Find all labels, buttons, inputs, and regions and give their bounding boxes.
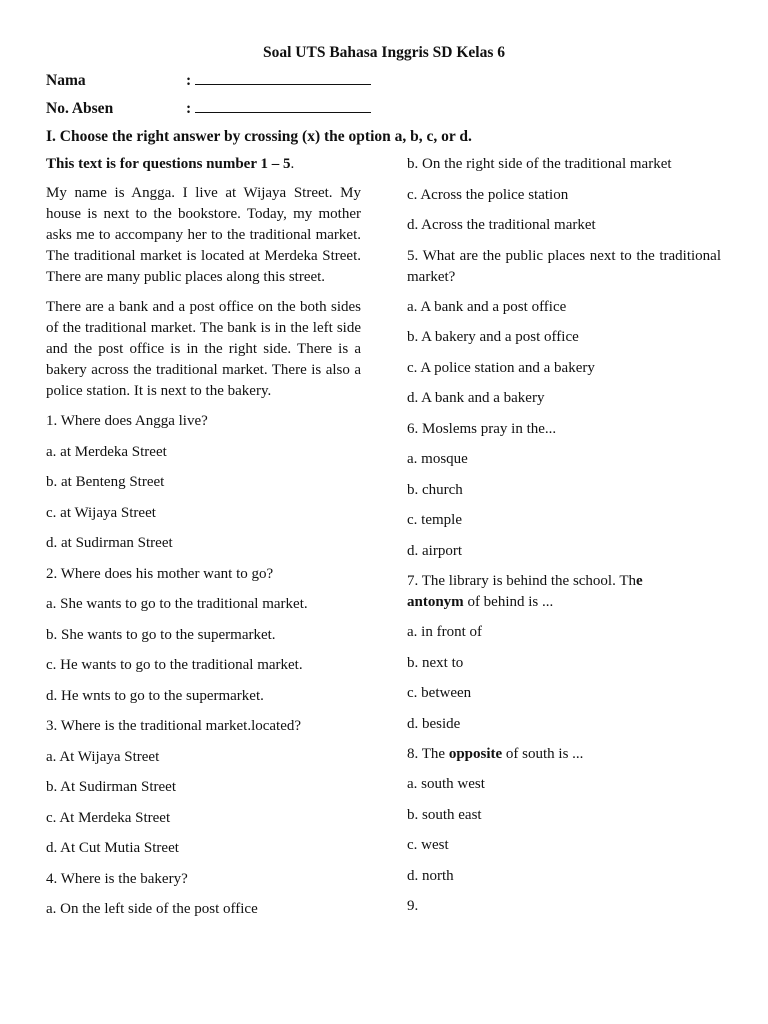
absen-separator: :: [186, 100, 192, 117]
option-line: a. in front of: [407, 624, 482, 640]
question-line: 2. Where does his mother want to go?: [46, 565, 274, 582]
name-separator: :: [186, 72, 192, 89]
question-line: b. At Sudirman Street: [46, 779, 176, 795]
question-8: [407, 744, 721, 765]
text-intro-bold: This text is for questions number 1 – 5: [46, 156, 291, 172]
reading-paragraph-2: There are a bank and a post office on the both sides of the traditional market. The bank is in the left side and the post office is in the right side. There is a bakery across the traditional market. There is also a police station. It is next to the bakery.: [46, 299, 361, 399]
option-line: a. mosque: [407, 451, 468, 467]
question-line: a. At Wijaya Street: [46, 748, 160, 765]
q7-post: of behind is ...: [463, 594, 554, 610]
left-column: [46, 154, 361, 930]
name-label: Nama: [46, 72, 86, 89]
right-list-4: [407, 774, 721, 917]
option-line: d. beside: [407, 715, 461, 732]
right-list-1: [407, 154, 721, 236]
question-5: 5. What are the public places next to the traditional market?: [407, 247, 721, 285]
option-line: d. Across the traditional market: [407, 217, 596, 233]
question-line: a. She wants to go to the traditional market.: [46, 596, 308, 612]
option-line: c. A police station and a bakery: [407, 359, 595, 376]
instruction: I. Choose the right answer by crossing (x) the option a, b, c, or d.: [46, 128, 472, 145]
absen-field[interactable]: [46, 100, 371, 118]
question-line: d. at Sudirman Street: [46, 535, 173, 551]
name-blank-line[interactable]: [195, 72, 371, 85]
name-field[interactable]: [46, 72, 371, 90]
option-line: c. between: [407, 685, 472, 701]
option-line: d. north: [407, 867, 454, 884]
q8-post: of south is ...: [502, 746, 584, 762]
option-line: b. south east: [407, 806, 482, 823]
right-column: [407, 154, 721, 927]
option-line: c. Across the police station: [407, 186, 569, 203]
question-line: a. On the left side of the post office: [46, 901, 258, 917]
q7-pre: 7. The library is behind the school. Th: [407, 573, 636, 589]
option-line: a. south west: [407, 776, 485, 792]
option-line: b. A bakery and a post office: [407, 329, 579, 345]
question-line: b. at Benteng Street: [46, 474, 165, 490]
question-line: c. He wants to go to the traditional market.: [46, 657, 303, 673]
absen-label: No. Absen: [46, 100, 114, 117]
question-line: 3. Where is the traditional market.located?: [46, 718, 302, 734]
question-line: c. at Wijaya Street: [46, 504, 156, 521]
absen-blank-line[interactable]: [195, 100, 371, 113]
option-line: 9.: [407, 898, 419, 914]
question-line: 4. Where is the bakery?: [46, 870, 188, 887]
q8-bold: opposite: [448, 746, 503, 762]
right-list-2: [407, 297, 721, 562]
left-question-list: [46, 411, 361, 920]
question-line: b. She wants to go to the supermarket.: [46, 626, 276, 643]
option-line: a. A bank and a post office: [407, 298, 567, 315]
option-line: b. church: [407, 481, 463, 498]
q7-pre-bold: e: [636, 573, 643, 589]
option-line: c. west: [407, 837, 449, 853]
question-line: d. He wnts to go to the supermarket.: [46, 687, 264, 704]
q7-bold: antonym: [407, 594, 464, 610]
reading-paragraph-1: My name is Angga. I live at Wijaya Street. My house is next to the bookstore. Today, my mother asks me to accompany her to the traditional market. The traditional market is located at Merdeka Street. There are many public places along this street.: [46, 185, 361, 285]
question-7: [407, 571, 721, 613]
q8-pre: 8. The: [407, 746, 449, 762]
text-intro: [46, 154, 361, 175]
page-title: Soal UTS Bahasa Inggris SD Kelas 6: [262, 44, 506, 61]
option-line: c. temple: [407, 512, 462, 528]
question-line: d. At Cut Mutia Street: [46, 840, 179, 856]
question-line: c. At Merdeka Street: [46, 809, 171, 826]
option-line: b. On the right side of the traditional market: [407, 156, 672, 172]
text-intro-tail: .: [290, 156, 295, 172]
right-list-3: [407, 622, 721, 735]
option-line: d. airport: [407, 542, 462, 559]
question-line: a. at Merdeka Street: [46, 443, 167, 460]
option-line: d. A bank and a bakery: [407, 390, 545, 406]
question-line: 1. Where does Angga live?: [46, 413, 208, 429]
option-line: b. next to: [407, 654, 464, 671]
option-line: 6. Moslems pray in the...: [407, 420, 557, 437]
